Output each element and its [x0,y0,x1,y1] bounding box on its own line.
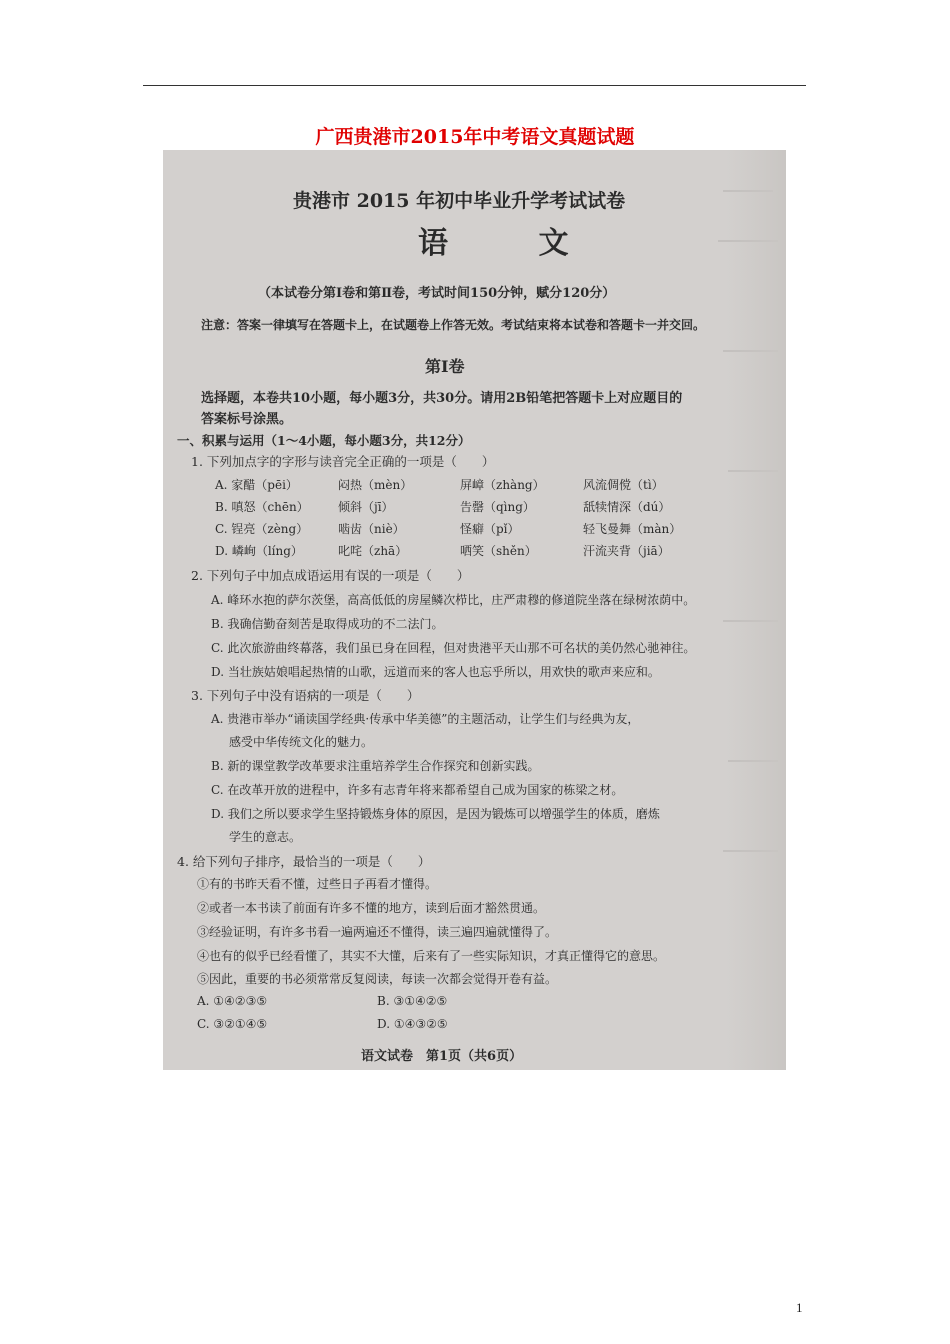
header-rule [143,85,806,86]
q4-choice: D. ①④③②⑤ [377,1017,448,1031]
q3-option-continued: 学生的意志。 [229,830,302,844]
q1-option: B. 嗔怒（chēn） [215,500,309,514]
q2-option: C. 此次旅游曲终幕落，我们虽已身在回程，但对贵港平天山那不可名状的美仍然心驰神往。 [211,641,696,655]
page-number: 1 [796,1300,803,1315]
q4-sentence: ②或者一本书读了前面有许多不懂的地方，读到后面才豁然贯通。 [197,901,546,915]
q4-sentence: ④也有的似乎已经看懂了，其实不大懂，后来有了一些实际知识，才真正懂得它的意思。 [197,949,666,963]
q1-option: 闷热（mèn） [338,478,413,492]
q1-option: C. 锃亮（zèng） [215,522,309,536]
q1-option: 舐犊情深（dú） [583,500,671,514]
scanned-exam-page [163,150,786,1070]
q1-option: 怪癖（pǐ） [460,522,520,536]
q4-choice: C. ③②①④⑤ [197,1017,268,1031]
instructions-line: 选择题，本卷共10小题，每小题3分，共30分。请用2B铅笔把答题卡上对应题目的 [201,391,683,406]
q3-option: A. 贵港市举办“诵读国学经典·传承中华美德”的主题活动，让学生们与经典为友， [211,712,640,726]
q2-option: A. 峰环水抱的萨尔茨堡，高高低低的房屋鳞次栉比，庄严肃穆的修道院坐落在绿树浓荫中。 [211,593,696,607]
q1-option: 叱咤（zhā） [338,544,408,558]
question-3-stem: 3. 下列句子中没有语病的一项是（ ） [191,688,420,703]
q3-option: C. 在改革开放的进程中，许多有志青年将来都希望自己成为国家的栋梁之材。 [211,783,624,797]
q1-option: 屏嶂（zhàng） [460,478,545,492]
q4-choice: B. ③①④②⑤ [377,994,448,1008]
scan-shadow-edge [726,150,786,1070]
q1-option: 告罄（qìng） [460,500,535,514]
q1-option: 汗流夹背（jiā） [583,544,670,558]
q1-option: 倾斜（jī） [338,500,394,514]
question-4-stem: 4. 给下列句子排序，最恰当的一项是（ ） [177,854,431,869]
q4-sentence: ①有的书昨天看不懂，过些日子再看才懂得。 [197,877,438,891]
q2-option: B. 我确信勤奋刻苦是取得成功的不二法门。 [211,617,444,631]
q1-option: A. 家醋（pēi） [215,478,298,492]
exam-title: 贵港市 2015 年初中毕业升学考试试卷 [293,190,626,212]
q1-option: 风流倜傥（tì） [583,478,664,492]
q4-sentence: ③经验证明，有许多书看一遍两遍还不懂得，读三遍四遍就懂得了。 [197,925,558,939]
q1-option: 哂笑（shěn） [460,544,537,558]
section-heading: 一、积累与运用（1～4小题，每小题3分，共12分） [177,433,471,448]
q1-option: 啮齿（niè） [338,522,405,536]
q3-option: D. 我们之所以要求学生坚持锻炼身体的原因，是因为锻炼可以增强学生的体质，磨炼 [211,807,660,821]
q2-option: D. 当壮族姑娘唱起热情的山歌，远道而来的客人也忘乎所以，用欢快的歌声来应和。 [211,665,660,679]
document-title: 广西贵港市2015年中考语文真题试题 [315,126,635,148]
instructions-line: 答案标号涂黑。 [201,412,293,427]
exam-notice: 注意：答案一律填写在答题卡上，在试题卷上作答无效。考试结束将本试卷和答题卡一并交回。 [201,318,706,332]
q3-option-continued: 感受中华传统文化的魅力。 [229,735,374,749]
exam-subject: 语 文 [418,226,609,261]
q1-option: D. 嶙峋（líng） [215,544,303,558]
q1-option: 轻飞曼舞（màn） [583,522,682,536]
q4-choice: A. ①④②③⑤ [197,994,268,1008]
exam-info: （本试卷分第Ⅰ卷和第Ⅱ卷，考试时间150分钟，赋分120分） [258,286,616,301]
q3-option: B. 新的课堂教学改革要求注重培养学生合作探究和创新实践。 [211,759,540,773]
exam-page-footer: 语文试卷 第1页（共6页） [361,1049,523,1064]
volume-heading: 第Ⅰ卷 [425,357,465,376]
question-1-stem: 1. 下列加点字的字形与读音完全正确的一项是（ ） [191,454,495,469]
question-2-stem: 2. 下列句子中加点成语运用有误的一项是（ ） [191,568,470,583]
q4-sentence: ⑤因此，重要的书必须常常反复阅读，每读一次都会觉得开卷有益。 [197,972,558,986]
